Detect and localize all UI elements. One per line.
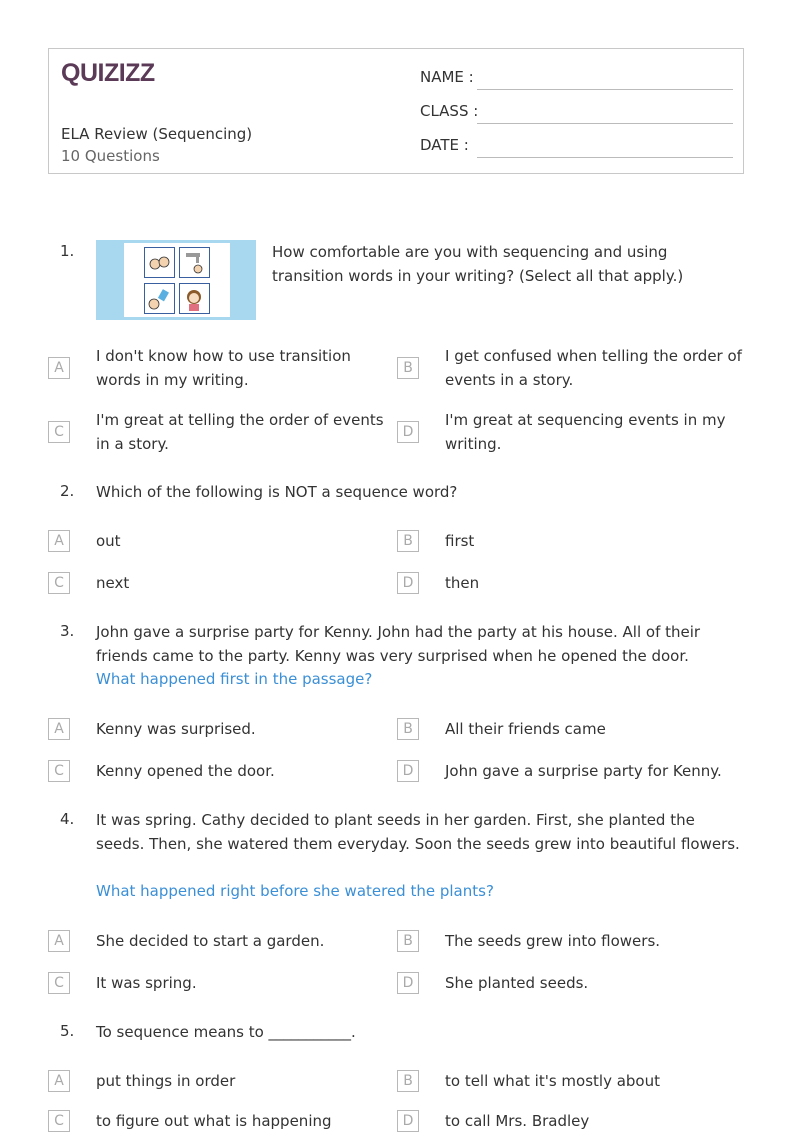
answer-option[interactable]: I'm great at sequencing events in my writing. <box>445 411 726 453</box>
option-letter: C <box>48 1110 70 1132</box>
question-number: 4. <box>60 810 75 828</box>
date-label: DATE : <box>420 136 469 154</box>
panel-faucet-icon <box>179 247 210 278</box>
question-text: Which of the following is NOT a sequence word? <box>96 483 458 501</box>
answer-option[interactable]: It was spring. <box>96 974 197 992</box>
class-label: CLASS : <box>420 102 479 120</box>
answer-option[interactable]: I get confused when telling the order of events in a story. <box>445 347 742 389</box>
option-letter: A <box>48 1070 70 1092</box>
answer-option[interactable]: She planted seeds. <box>445 974 589 992</box>
option-letter: B <box>397 930 419 952</box>
question-prompt: What happened right before she watered the plants? <box>96 882 494 900</box>
answer-option[interactable]: out <box>96 532 121 550</box>
option-letter: C <box>48 421 70 443</box>
hand-washing-sequence-image <box>96 240 256 320</box>
answer-option[interactable]: Kenny opened the door. <box>96 762 275 780</box>
option-letter: D <box>397 421 419 443</box>
answer-option[interactable]: next <box>96 574 130 592</box>
question-count: 10 Questions <box>61 147 160 165</box>
quizizz-logo: QUIZIZZ <box>61 59 155 87</box>
answer-option[interactable]: I'm great at telling the order of events in a story. <box>96 411 384 453</box>
option-letter: C <box>48 972 70 994</box>
answer-option[interactable]: All their friends came <box>445 720 606 738</box>
question-text: It was spring. Cathy decided to plant seeds in her garden. First, she planted the seeds. Then, she watered them everyday. Soon the seeds grew into beautiful flowers. <box>96 811 740 853</box>
answer-option[interactable]: John gave a surprise party for Kenny. <box>445 762 722 780</box>
answer-option[interactable]: put things in order <box>96 1072 236 1090</box>
option-letter: B <box>397 530 419 552</box>
option-letter: D <box>397 760 419 782</box>
answer-option[interactable]: first <box>445 532 475 550</box>
option-letter: B <box>397 357 419 379</box>
class-field[interactable] <box>420 102 733 124</box>
question-number: 1. <box>60 242 75 260</box>
name-field[interactable] <box>420 68 733 90</box>
panel-soap-icon <box>144 283 175 314</box>
worksheet-title: ELA Review (Sequencing) <box>61 125 253 143</box>
name-line <box>477 89 733 90</box>
option-letter: D <box>397 1110 419 1132</box>
panel-girl-icon <box>179 283 210 314</box>
answer-option[interactable]: Kenny was surprised. <box>96 720 256 738</box>
answer-option[interactable]: then <box>445 574 480 592</box>
date-line <box>477 157 733 158</box>
answer-option[interactable]: to tell what it's mostly about <box>445 1072 660 1090</box>
option-letter: C <box>48 760 70 782</box>
option-letter: C <box>48 572 70 594</box>
panel-hands-icon <box>144 247 175 278</box>
option-letter: B <box>397 1070 419 1092</box>
name-label: NAME : <box>420 68 474 86</box>
question-text: How comfortable are you with sequencing and using transition words in your writing? (Select all that apply.) <box>272 243 684 285</box>
option-letter: D <box>397 972 419 994</box>
answer-option[interactable]: She decided to start a garden. <box>96 932 325 950</box>
option-letter: A <box>48 930 70 952</box>
worksheet-header <box>48 48 744 174</box>
answer-option[interactable]: The seeds grew into flowers. <box>445 932 661 950</box>
answer-option[interactable]: to figure out what is happening <box>96 1112 332 1130</box>
question-text: To sequence means to ___________. <box>96 1023 356 1041</box>
question-prompt: What happened first in the passage? <box>96 670 373 688</box>
option-letter: A <box>48 530 70 552</box>
date-field[interactable] <box>420 136 733 158</box>
option-letter: A <box>48 718 70 740</box>
class-line <box>477 123 733 124</box>
option-letter: D <box>397 572 419 594</box>
question-number: 2. <box>60 482 75 500</box>
answer-option[interactable]: to call Mrs. Bradley <box>445 1112 590 1130</box>
answer-option[interactable]: I don't know how to use transition words in my writing. <box>96 347 351 389</box>
option-letter: A <box>48 357 70 379</box>
option-letter: B <box>397 718 419 740</box>
question-text: John gave a surprise party for Kenny. John had the party at his house. All of their friends came to the party. Kenny was very surprised when he opened the door. <box>96 623 701 665</box>
question-number: 5. <box>60 1022 75 1040</box>
question-number: 3. <box>60 622 75 640</box>
